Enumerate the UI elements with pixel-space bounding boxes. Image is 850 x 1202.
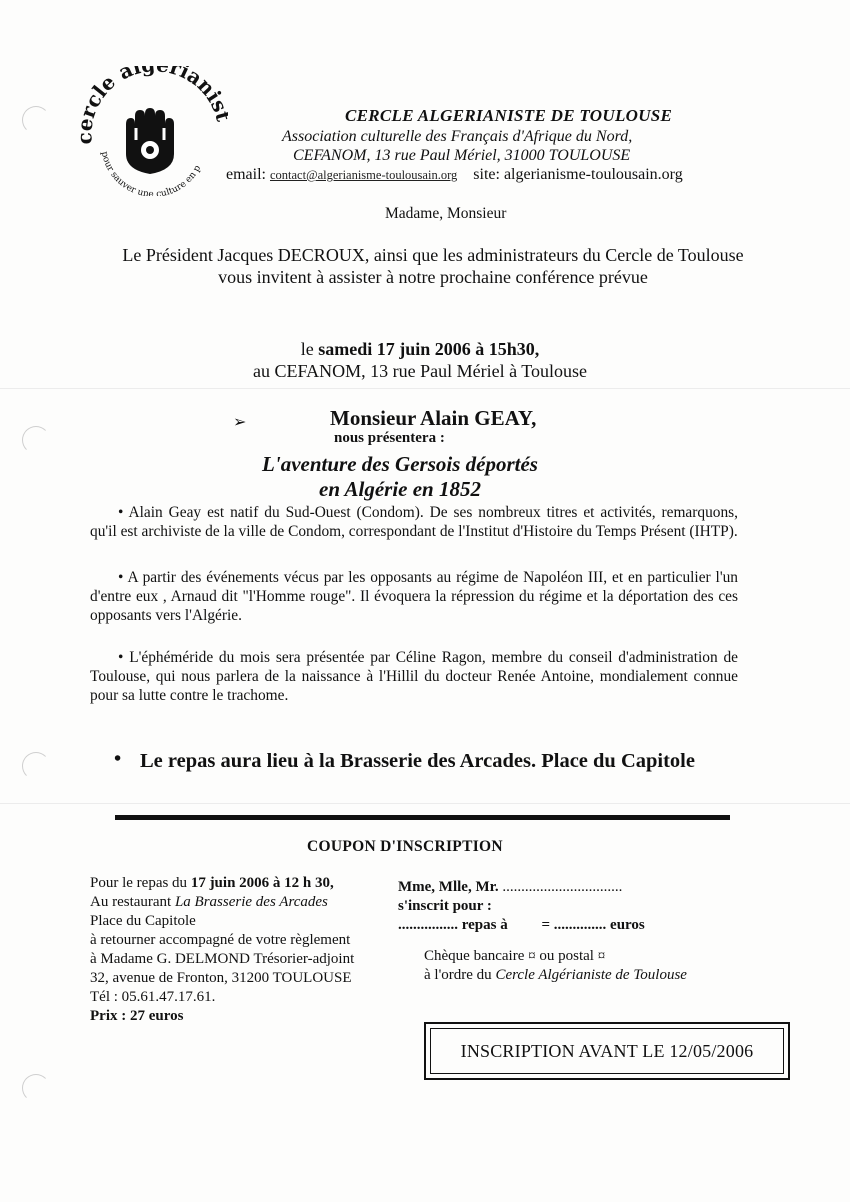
- site-label: site:: [473, 166, 500, 183]
- coupon-form: [398, 878, 728, 985]
- conference-title: [200, 452, 600, 502]
- coupon-title: COUPON D'INSCRIPTION: [307, 838, 503, 855]
- title-label: Mme, Mlle, Mr.: [398, 879, 499, 895]
- speaker-name: Monsieur Alain GEAY,: [330, 406, 537, 430]
- bullet-icon: •: [118, 649, 124, 666]
- organization-address: CEFANOM, 13 rue Paul Mériel, 31000 TOULOUSE: [293, 147, 631, 164]
- arrow-bullet-icon: ➢: [233, 414, 247, 431]
- treasurer-name: à Madame G. DELMOND Trésorier-adjoint: [90, 951, 355, 967]
- bullet-paragraph-1: [90, 503, 738, 541]
- fold-line: [0, 388, 850, 389]
- bullet-icon: •: [118, 504, 124, 521]
- conference-title-line1: L'aventure des Gersois déportés: [262, 452, 538, 476]
- site-link[interactable]: algerianisme-toulousain.org: [503, 166, 683, 183]
- email-label: email:: [226, 166, 266, 183]
- coupon-details: [90, 874, 390, 1026]
- bullet-paragraph-3: [90, 648, 738, 705]
- dinner-bullet-icon: •: [114, 748, 122, 770]
- separator-rule: [115, 815, 730, 820]
- bullet-icon: •: [118, 569, 124, 586]
- event-date: samedi 17 juin 2006 à 15h30,: [318, 339, 540, 359]
- organization-subtitle: Association culturelle des Français d'Afrique du Nord,: [282, 128, 633, 145]
- treasurer-address: 32, avenue de Fronton, 31200 TOULOUSE: [90, 970, 352, 986]
- order-name: Cercle Algérianiste de Toulouse: [495, 967, 687, 983]
- bullet-text: A partir des événements vécus par les opposants au régime de Napoléon III, et en particulier l'un d'entre eux , Arnaud dit "l'Homme rouge". Il évoquera la répression du régime et la déportation des ces opposants vers l'Algérie.: [90, 569, 738, 624]
- deadline-text: INSCRIPTION AVANT LE 12/05/2006: [430, 1028, 784, 1074]
- association-logo: [78, 66, 228, 196]
- organization-name: CERCLE ALGERIANISTE DE TOULOUSE: [345, 106, 673, 125]
- punch-hole: [22, 752, 50, 780]
- meals-count-field[interactable]: ................: [398, 917, 458, 933]
- meals-label: repas à: [461, 917, 508, 933]
- deadline-box: [424, 1022, 790, 1080]
- bullet-text: L'éphéméride du mois sera présentée par Céline Ragon, membre du conseil d'administration de Toulouse, qui nous parlera de la naissance à l'Hillil du docteur Renée Antoine, mondialement connue pour sa lutte contre le trachome.: [90, 649, 738, 704]
- dinner-announcement: Le repas aura lieu à la Brasserie des Arcades. Place du Capitole: [140, 750, 695, 772]
- punch-hole: [22, 106, 50, 134]
- fold-line: [0, 803, 850, 804]
- presents-label: nous présentera :: [334, 430, 445, 446]
- treasurer-phone: Tél : 05.61.47.17.61.: [90, 989, 216, 1005]
- return-instructions: à retourner accompagné de votre règlement: [90, 932, 351, 948]
- bullet-text: Alain Geay est natif du Sud-Ouest (Condom). De ses nombreux titres et activités, remarquons, qu'il est archiviste de la ville de Condom, correspondant de l'Institut d'Histoire du Temps Présent (IHTP).: [90, 504, 738, 540]
- payment-method: Chèque bancaire ¤ ou postal ¤: [424, 948, 606, 964]
- email-link[interactable]: contact@algerianisme-toulousain.org: [269, 168, 458, 182]
- svg-text:pour sauver une culture en pér: pour sauver une culture en p: [98, 150, 204, 196]
- amount-field[interactable]: ..............: [553, 917, 607, 933]
- svg-text:cercle algérianiste: cle al riani: [79, 66, 227, 112]
- restaurant-name: La Brasserie des Arcades: [174, 894, 328, 910]
- currency-label: euros: [610, 917, 645, 933]
- meal-price: Prix : 27 euros: [90, 1008, 184, 1024]
- intro-paragraph: Le Président Jacques DECROUX, ainsi que les administrateurs du Cercle de Toulouse vous invitent à assister à notre prochaine conférence prévue: [122, 245, 744, 287]
- event-date-venue: [150, 338, 690, 382]
- punch-hole: [22, 426, 50, 454]
- equals-sign: =: [541, 917, 551, 933]
- contact-line: [226, 166, 683, 184]
- conference-title-line2: en Algérie en 1852: [319, 477, 481, 501]
- date-prefix: le: [300, 339, 314, 359]
- order-prefix: à l'ordre du: [424, 967, 492, 983]
- registers-label: s'inscrit pour :: [398, 898, 492, 914]
- meal-date: 17 juin 2006 à 12 h 30,: [190, 875, 334, 891]
- name-field[interactable]: ................................: [502, 879, 623, 895]
- hand-emblem-icon: [78, 66, 228, 196]
- meal-prefix: Pour le repas du: [90, 875, 188, 891]
- salutation: Madame, Monsieur: [385, 205, 507, 222]
- restaurant-place: Place du Capitole: [90, 913, 196, 929]
- punch-hole: [22, 1074, 50, 1102]
- restaurant-prefix: Au restaurant: [90, 894, 172, 910]
- event-venue: au CEFANOM, 13 rue Paul Mériel à Toulouse: [252, 361, 588, 381]
- bullet-paragraph-2: [90, 568, 738, 625]
